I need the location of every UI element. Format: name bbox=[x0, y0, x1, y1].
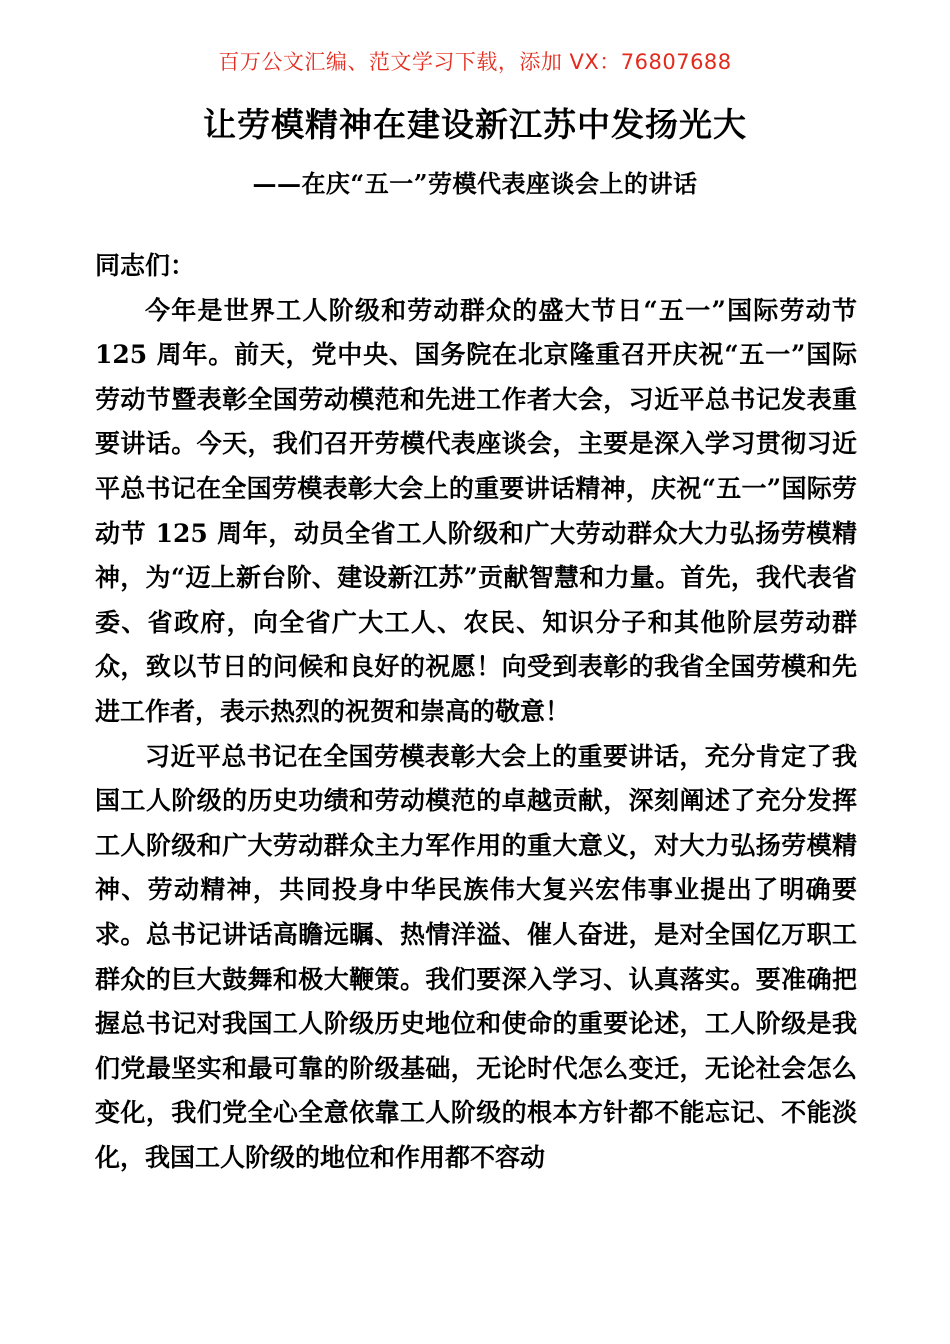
page-subtitle: ——在庆“五一”劳模代表座谈会上的讲话 bbox=[252, 169, 698, 198]
body-paragraph-2: 习近平总书记在全国劳模表彰大会上的重要讲话，充分肯定了我国工人阶级的历史功绩和劳动模范的卓越贡献，深刻阐述了充分发挥工人阶级和广大劳动群众主力军作用的重大意义，对大力弘扬劳模精神、劳动精神，共同投身中华民族伟大复兴宏伟事业提出了明确要求。总书记讲话高瞻远瞩、热情洋溢、催人奋进，是对全国亿万职工群众的巨大鼓舞和极大鞭策。我们要深入学习、认真落实。要准确把握总书记对我国工人阶级历史地位和使命的重要论述，工人阶级是我们党最坚实和最可靠的阶级基础，无论时代怎么变迁，无论社会怎么变化，我们党全心全意依靠工人阶级的根本方针都不能忘记、不能淡化，我国工人阶级的地位和作用都不容动 bbox=[95, 741, 857, 1172]
body-paragraph-1: 今年是世界工人阶级和劳动群众的盛大节日“五一”国际劳动节 125 周年。前天，党中央、国务院在北京隆重召开庆祝“五一”国际劳动节暨表彰全国劳动模范和先进工作者大会，习近平总书记发表重要讲话。今天，我们召开劳模代表座谈会，主要是深入学习贯彻习近平总书记在全国劳模表彰大会上的重要讲话精神，庆祝“五一”国际劳动节 125 周年，动员全省工人阶级和广大劳动群众大力弘扬劳模精神，为“迈上新台阶、建设新江苏”贡献智慧和力量。首先，我代表省委、省政府，向全省广大工人、农民、知识分子和其他阶层劳动群众，致以节日的问候和良好的祝愿！向受到表彰的我省全国劳模和先进工作者，表示热烈的祝贺和崇高的敬意！ bbox=[95, 295, 857, 726]
salutation: 同志们： bbox=[95, 251, 196, 280]
promo-banner: 百万公文汇编、范文学习下载，添加 VX：76807688 bbox=[218, 50, 732, 74]
document-body bbox=[95, 244, 857, 1180]
page-title: 让劳模精神在建设新江苏中发扬光大 bbox=[203, 105, 747, 144]
